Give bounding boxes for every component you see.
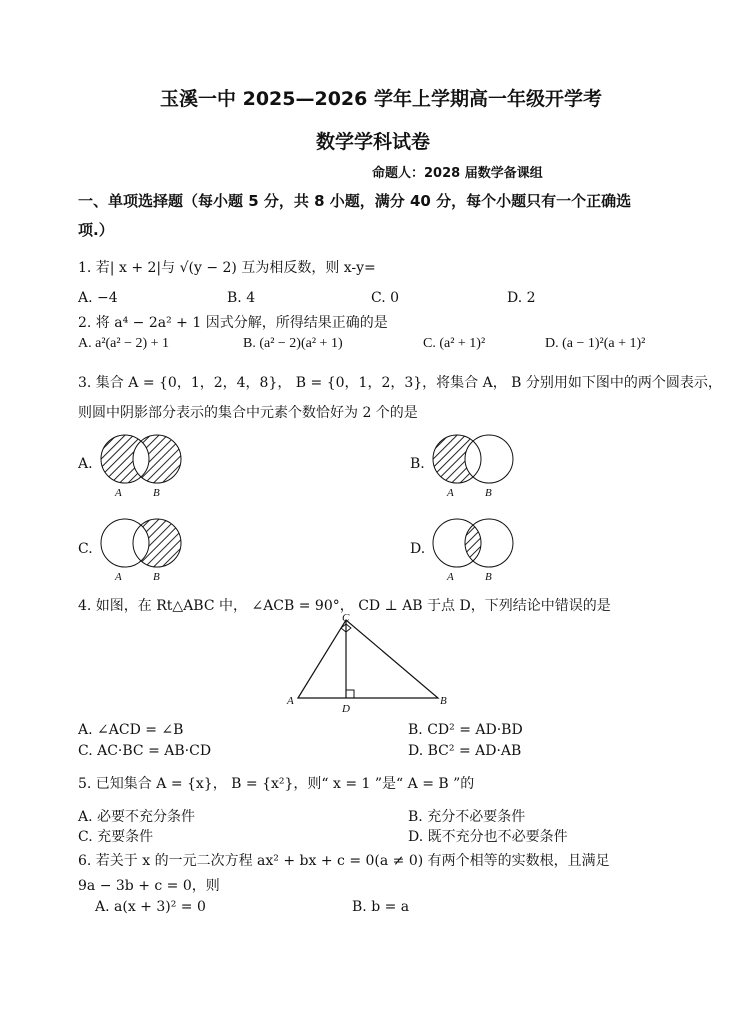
q5-option-b: B. 充分不必要条件: [408, 809, 526, 825]
venn-label-a: A: [447, 571, 454, 583]
venn-diagram-a: [100, 434, 184, 500]
question-4-stem: 4. 如图，在 Rt△ABC 中， ∠ACB = 90°， CD ⊥ AB 于点 D，下列结论中错误的是: [78, 598, 611, 614]
question-1-stem: 1. 若| x + 2|与 √(y − 2) 互为相反数，则 x-y=: [78, 260, 376, 276]
exam-subtitle: 数学学科试卷: [316, 131, 431, 153]
right-triangle-figure: [284, 612, 456, 716]
q2-option-d: D. (a − 1)²(a + 1)²: [545, 336, 646, 351]
q3-option-d-label: D.: [410, 541, 426, 557]
question-2-stem: 2. 将 a⁴ − 2a² + 1 因式分解，所得结果正确的是: [78, 315, 388, 331]
q4-option-d: D. BC² = AD·AB: [408, 743, 522, 759]
section-heading-cont: 项.）: [78, 221, 114, 239]
venn-label-a: A: [115, 571, 122, 583]
q3-option-c-label: C.: [78, 541, 93, 557]
venn-diagram-b: [432, 434, 516, 500]
vertex-b-label: B: [440, 695, 447, 707]
q1-option-c: C. 0: [371, 290, 400, 306]
venn-diagram-c: [100, 518, 184, 584]
venn-diagram-d: [432, 518, 516, 584]
venn-label-a: A: [447, 487, 454, 499]
q6-option-a: A. a(x + 3)² = 0: [95, 899, 206, 915]
question-3-stem-cont: 则圆中阴影部分表示的集合中元素个数恰好为 2 个的是: [78, 405, 418, 421]
q4-option-c: C. AC·BC = AB·CD: [78, 743, 212, 759]
q5-option-d: D. 既不充分也不必要条件: [408, 829, 568, 845]
author-line: 命题人：2028 届数学备课组: [372, 166, 543, 181]
vertex-a-label: A: [287, 695, 294, 707]
q5-option-a: A. 必要不充分条件: [78, 809, 196, 825]
q2-option-b: B. (a² − 2)(a² + 1): [243, 336, 343, 351]
q1-option-b: B. 4: [227, 290, 256, 306]
q2-option-a: A. a²(a² − 2) + 1: [78, 336, 170, 351]
venn-label-b: B: [485, 571, 492, 583]
q2-option-c: C. (a² + 1)²: [423, 336, 486, 351]
vertex-c-label: C: [342, 612, 350, 624]
venn-label-b: B: [153, 571, 160, 583]
question-5-stem: 5. 已知集合 A = {x}， B = {x²}，则“ x = 1 ”是“ A = B ”的: [78, 776, 475, 792]
q3-option-b-label: B.: [410, 456, 425, 472]
question-6-stem-cont: 9a − 3b + c = 0，则: [78, 878, 220, 894]
venn-label-a: A: [115, 487, 122, 499]
exam-title: 玉溪一中 2025—2026 学年上学期高一年级开学考: [160, 88, 602, 110]
q6-option-b: B. b = a: [352, 899, 410, 915]
question-3-stem: 3. 集合 A = {0，1，2，4，8}， B = {0，1，2，3}，将集合 A， B 分别用如下图中的两个圆表示，: [78, 375, 722, 391]
vertex-d-label: D: [342, 703, 350, 715]
q3-option-a-label: A.: [78, 456, 93, 472]
venn-label-b: B: [153, 487, 160, 499]
q4-option-a: A. ∠ACD = ∠B: [78, 722, 184, 738]
q5-option-c: C. 充要条件: [78, 829, 154, 845]
q1-option-d: D. 2: [507, 290, 536, 306]
q1-option-a: A. −4: [78, 290, 118, 306]
venn-label-b: B: [485, 487, 492, 499]
section-heading: 一、单项选择题（每小题 5 分，共 8 小题，满分 40 分，每个小题只有一个正确选: [78, 192, 632, 210]
question-6-stem: 6. 若关于 x 的一元二次方程 ax² + bx + c = 0(a ≠ 0) 有两个相等的实数根，且满足: [78, 853, 610, 869]
q4-option-b: B. CD² = AD·BD: [408, 722, 523, 738]
